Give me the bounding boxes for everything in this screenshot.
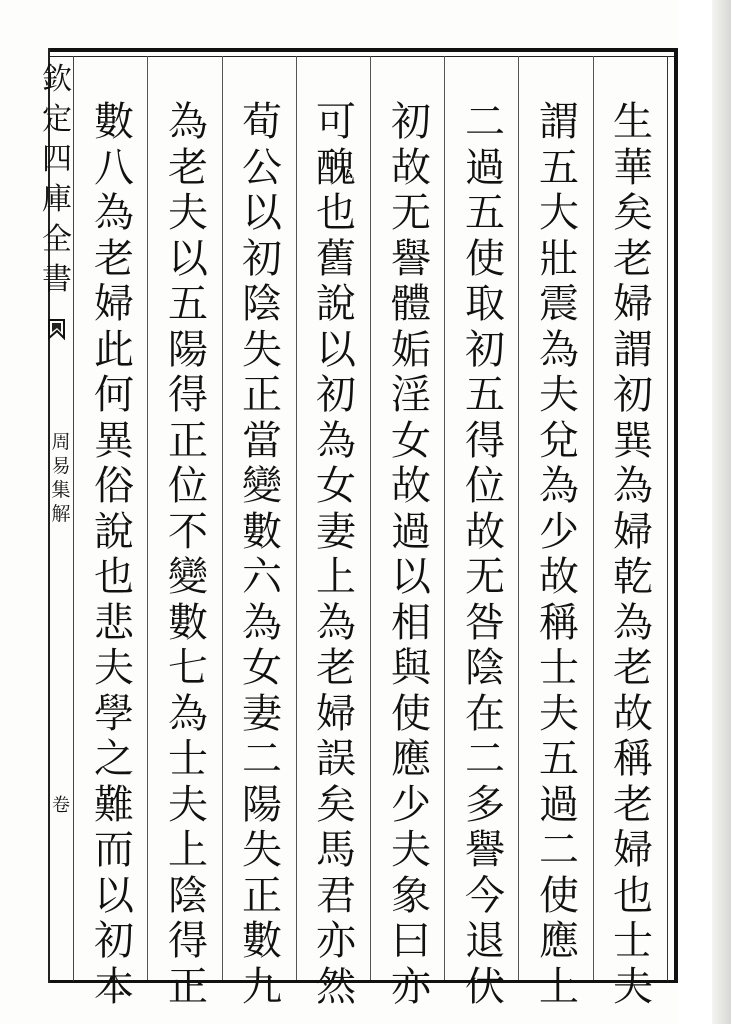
column-divider — [444, 56, 445, 980]
text-character: 華 — [613, 144, 653, 191]
text-character: 乾 — [613, 554, 653, 600]
text-character: 女 — [316, 463, 356, 509]
text-character: 得 — [465, 417, 505, 464]
text-character: 譽 — [465, 827, 505, 873]
text-character: 咎 — [465, 599, 505, 646]
text-character: 故 — [465, 508, 505, 555]
text-character: 為 — [539, 463, 579, 509]
text-character: 本 — [94, 963, 134, 1010]
text-character: 无 — [391, 190, 431, 236]
text-character: 淫 — [391, 372, 431, 418]
text-character: 何 — [94, 372, 134, 418]
text-character: 正 — [242, 372, 282, 418]
text-character: 妻 — [242, 690, 282, 737]
text-character: 上 — [168, 827, 208, 873]
text-character: 象 — [391, 872, 431, 919]
text-character: 故 — [613, 690, 653, 737]
text-character: 少 — [391, 781, 431, 828]
text-character: 以 — [242, 190, 282, 236]
text-character: 初 — [465, 326, 505, 373]
text-character: 婦 — [613, 508, 653, 555]
text-character: 兌 — [539, 417, 579, 464]
text-character: 變 — [168, 554, 208, 600]
text-character: 為 — [168, 99, 208, 145]
column-divider — [370, 56, 371, 980]
text-character: 異 — [94, 417, 134, 464]
text-character: 悲 — [94, 599, 134, 646]
text-column-5 — [306, 99, 366, 1010]
text-character: 俗 — [94, 463, 134, 509]
series-title-char: 全 — [42, 222, 72, 257]
text-character: 妻 — [316, 508, 356, 555]
text-character: 故 — [391, 463, 431, 509]
text-character: 說 — [316, 281, 356, 327]
text-character: 七 — [168, 645, 208, 691]
text-character: 五 — [539, 736, 579, 782]
text-character: 夫 — [539, 690, 579, 737]
book-title — [50, 430, 72, 526]
text-character: 五 — [168, 281, 208, 327]
text-character: 為 — [613, 599, 653, 646]
text-character: 无 — [465, 554, 505, 600]
text-character: 矣 — [316, 781, 356, 828]
frame-top-inner-border — [48, 56, 678, 57]
text-character: 士 — [613, 918, 653, 964]
text-character: 應 — [391, 736, 431, 782]
text-character: 上 — [316, 554, 356, 600]
text-character: 得 — [168, 918, 208, 964]
text-character: 六 — [242, 554, 282, 600]
text-character: 老 — [94, 235, 134, 282]
frame-right-inner-border — [667, 56, 668, 981]
text-character: 曰 — [391, 918, 431, 964]
text-character: 數 — [94, 99, 134, 145]
page-edge-shadow — [712, 0, 731, 1024]
text-character: 醜 — [316, 144, 356, 191]
text-character: 夫 — [168, 781, 208, 828]
text-character: 故 — [391, 144, 431, 191]
text-character: 五 — [539, 144, 579, 191]
text-character: 變 — [242, 463, 282, 509]
text-character: 君 — [316, 872, 356, 919]
text-character: 公 — [242, 144, 282, 191]
text-character: 為 — [316, 417, 356, 464]
text-character: 女 — [391, 417, 431, 464]
text-character: 也 — [613, 872, 653, 919]
text-character: 過 — [465, 144, 505, 191]
series-title-char: 庫 — [42, 182, 72, 217]
text-character: 失 — [242, 326, 282, 373]
text-column-8 — [84, 99, 144, 1010]
text-character: 陰 — [242, 281, 282, 327]
text-character: 當 — [242, 417, 282, 464]
text-character: 壯 — [539, 235, 579, 282]
text-character: 馬 — [316, 827, 356, 873]
text-character: 九 — [242, 963, 282, 1010]
text-character: 位 — [465, 463, 505, 509]
text-character: 婦 — [94, 281, 134, 327]
text-character: 數 — [242, 508, 282, 555]
text-character: 五 — [465, 190, 505, 236]
text-character: 不 — [168, 508, 208, 555]
text-character: 初 — [242, 235, 282, 282]
text-character: 夫 — [613, 963, 653, 1010]
text-character: 以 — [168, 235, 208, 282]
text-character: 而 — [94, 827, 134, 873]
text-character: 女 — [242, 645, 282, 691]
text-character: 少 — [539, 508, 579, 555]
series-title-char: 定 — [42, 102, 72, 137]
text-character: 失 — [242, 827, 282, 873]
text-character: 也 — [94, 554, 134, 600]
text-character: 之 — [94, 736, 134, 782]
text-character: 與 — [391, 645, 431, 691]
text-character: 舊 — [316, 235, 356, 282]
text-character: 為 — [613, 463, 653, 509]
text-character: 初 — [391, 99, 431, 145]
series-title-char: 書 — [42, 262, 72, 297]
text-character: 夫 — [391, 827, 431, 873]
series-title — [40, 60, 74, 300]
text-character: 此 — [94, 326, 134, 373]
text-character: 老 — [613, 645, 653, 691]
text-character: 正 — [242, 872, 282, 919]
column-divider — [147, 56, 148, 980]
text-character: 正 — [168, 963, 208, 1010]
text-character: 二 — [465, 736, 505, 782]
text-character: 士 — [168, 736, 208, 782]
text-character: 震 — [539, 281, 579, 327]
column-divider — [593, 56, 594, 980]
text-character: 大 — [539, 190, 579, 236]
text-character: 姤 — [391, 326, 431, 373]
text-character: 也 — [316, 190, 356, 236]
text-character: 初 — [316, 372, 356, 418]
text-character: 可 — [316, 99, 356, 145]
text-character: 老 — [168, 144, 208, 191]
text-character: 二 — [242, 736, 282, 782]
text-character: 體 — [391, 281, 431, 327]
text-column-6 — [232, 99, 292, 1010]
text-character: 得 — [168, 372, 208, 418]
text-column-1 — [603, 99, 663, 1010]
text-column-4 — [381, 99, 441, 1010]
text-character: 夫 — [539, 372, 579, 418]
text-character: 夫 — [94, 645, 134, 691]
text-character: 取 — [465, 281, 505, 327]
text-character: 多 — [465, 781, 505, 828]
text-character: 二 — [539, 827, 579, 873]
text-character: 數 — [242, 918, 282, 964]
text-character: 故 — [539, 554, 579, 600]
text-character: 誤 — [316, 736, 356, 782]
text-character: 過 — [391, 508, 431, 555]
text-column-7 — [158, 99, 218, 1010]
text-character: 稱 — [539, 599, 579, 646]
text-character: 陰 — [465, 645, 505, 691]
text-column-3 — [455, 99, 515, 1010]
series-title-char: 四 — [42, 142, 72, 177]
fishtail-mark-icon — [48, 318, 66, 340]
text-character: 為 — [242, 599, 282, 646]
text-character: 學 — [94, 690, 134, 737]
text-character: 初 — [613, 372, 653, 418]
text-character: 為 — [539, 326, 579, 373]
text-character: 稱 — [613, 736, 653, 782]
text-character: 今 — [465, 872, 505, 919]
text-column-2 — [529, 99, 589, 1010]
text-character: 二 — [465, 99, 505, 145]
text-character: 過 — [539, 781, 579, 828]
text-character: 以 — [94, 872, 134, 919]
column-divider — [518, 56, 519, 980]
text-character: 生 — [613, 99, 653, 145]
text-character: 陰 — [168, 872, 208, 919]
text-character: 伏 — [465, 963, 505, 1010]
text-character: 正 — [168, 417, 208, 464]
text-character: 應 — [539, 918, 579, 964]
text-character: 老 — [613, 235, 653, 282]
text-character: 使 — [465, 235, 505, 282]
text-character: 為 — [316, 599, 356, 646]
page-marker: 卷 — [52, 795, 70, 816]
text-character: 老 — [613, 781, 653, 828]
text-character: 以 — [316, 326, 356, 373]
book-title-char: 解 — [51, 503, 71, 525]
text-character: 亦 — [391, 963, 431, 1010]
text-character: 位 — [168, 463, 208, 509]
text-character: 數 — [168, 599, 208, 646]
column-divider — [296, 56, 297, 980]
text-character: 說 — [94, 508, 134, 555]
text-character: 五 — [465, 372, 505, 418]
text-character: 婦 — [316, 690, 356, 737]
text-character: 士 — [539, 645, 579, 691]
text-character: 相 — [391, 599, 431, 646]
text-character: 陽 — [168, 326, 208, 373]
text-character: 謂 — [613, 326, 653, 373]
text-character: 然 — [316, 963, 356, 1010]
text-character: 以 — [391, 554, 431, 600]
text-character: 上 — [539, 963, 579, 1010]
text-character: 陽 — [242, 781, 282, 828]
book-title-char: 集 — [51, 479, 71, 501]
column-divider — [222, 56, 223, 980]
text-character: 老 — [316, 645, 356, 691]
text-character: 荀 — [242, 99, 282, 145]
text-character: 婦 — [613, 827, 653, 873]
text-character: 八 — [94, 144, 134, 191]
text-character: 使 — [391, 690, 431, 737]
series-title-char: 欽 — [42, 62, 72, 97]
text-character: 亦 — [316, 918, 356, 964]
text-character: 難 — [94, 781, 134, 828]
text-character: 初 — [94, 918, 134, 964]
text-character: 夫 — [168, 190, 208, 236]
text-character: 使 — [539, 872, 579, 919]
text-character: 退 — [465, 918, 505, 964]
text-character: 謂 — [539, 99, 579, 145]
book-title-char: 易 — [51, 455, 71, 477]
text-character: 為 — [94, 190, 134, 236]
text-character: 在 — [465, 690, 505, 737]
text-character: 為 — [168, 690, 208, 737]
text-character: 婦 — [613, 281, 653, 327]
book-title-char: 周 — [51, 431, 71, 453]
text-character: 巽 — [613, 417, 653, 464]
frame-top-border — [48, 48, 678, 52]
text-character: 矣 — [613, 190, 653, 236]
text-character: 譽 — [391, 235, 431, 282]
